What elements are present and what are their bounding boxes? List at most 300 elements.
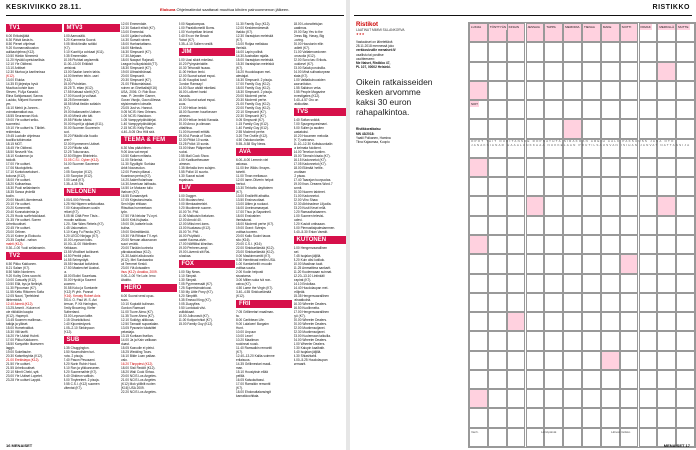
program-item: 3.20 The Orville (K12). bbox=[236, 134, 269, 138]
grid-cell[interactable] bbox=[488, 216, 507, 235]
grid-cell[interactable] bbox=[507, 81, 526, 100]
grid-cell[interactable] bbox=[507, 274, 526, 293]
program-item: 22.20 Päivän sää. bbox=[63, 146, 90, 150]
program-item: 0.30 Hambinaal mellin USA. bbox=[236, 258, 276, 262]
program-item: mahti (K12). bbox=[6, 242, 24, 246]
grid-cell[interactable] bbox=[639, 42, 658, 61]
grid-cell[interactable] bbox=[657, 216, 676, 235]
program-item: 1.05 Vampyyripäiväkirjat. bbox=[121, 118, 157, 122]
grid-cell[interactable] bbox=[639, 293, 658, 312]
grid-cell[interactable] bbox=[582, 408, 601, 427]
grid-cell[interactable] bbox=[582, 62, 601, 81]
grid-cell[interactable] bbox=[657, 81, 676, 100]
grid-cell[interactable] bbox=[639, 100, 658, 119]
grid-cell[interactable] bbox=[639, 312, 658, 331]
grid-cell[interactable] bbox=[544, 81, 563, 100]
grid-cell[interactable] bbox=[507, 42, 526, 61]
grid-cell[interactable] bbox=[620, 100, 639, 119]
grid-cell[interactable] bbox=[639, 408, 658, 427]
grid-cell[interactable] bbox=[601, 119, 620, 138]
program-item: työ (K7). bbox=[293, 314, 306, 318]
grid-cell[interactable] bbox=[488, 370, 507, 389]
program-item: 11.00 Tuore Alma (K7). bbox=[121, 310, 154, 314]
grid-cell[interactable] bbox=[676, 119, 695, 138]
channel-header: MTV3 bbox=[64, 24, 120, 32]
grid-cell[interactable] bbox=[563, 254, 582, 273]
listing-column bbox=[6, 22, 62, 434]
grid-cell[interactable] bbox=[657, 196, 676, 215]
grid-cell[interactable] bbox=[526, 62, 545, 81]
grid-cell[interactable] bbox=[507, 177, 526, 196]
grid-cell[interactable] bbox=[488, 389, 507, 408]
grid-cell[interactable] bbox=[601, 42, 620, 61]
grid-cell[interactable] bbox=[526, 331, 545, 350]
program-item: 4.50 Lame the Virgin (K7). bbox=[236, 286, 274, 290]
program-item: 21.00 NCIS Los Angeles bbox=[121, 378, 156, 382]
grid-cell[interactable] bbox=[601, 196, 620, 215]
grid-cell[interactable] bbox=[507, 119, 526, 138]
grid-cell[interactable] bbox=[544, 370, 563, 389]
program-item: 19.10 Yle uutiset ts. Täbilet- bbox=[6, 126, 46, 130]
grid-cell[interactable] bbox=[639, 177, 658, 196]
program-item: oil Teenmei Keskii. bbox=[121, 262, 148, 266]
program-item: 11.00 Ihe Wilds: Ihraym- bbox=[236, 166, 271, 170]
grid-cell[interactable] bbox=[526, 216, 545, 235]
grid-cell[interactable] bbox=[639, 428, 658, 447]
grid-cell[interactable] bbox=[507, 428, 526, 447]
grid-cell[interactable] bbox=[544, 196, 563, 215]
grid-cell[interactable] bbox=[469, 370, 488, 389]
grid-cell[interactable] bbox=[526, 370, 545, 389]
grid-cell[interactable] bbox=[469, 408, 488, 427]
grid-cell[interactable] bbox=[657, 293, 676, 312]
program-item: 20.00 Houstonin ellin bbox=[293, 42, 324, 46]
grid-cell[interactable] bbox=[526, 274, 545, 293]
grid-cell[interactable] bbox=[526, 100, 545, 119]
grid-cell[interactable] bbox=[601, 408, 620, 427]
program-item: 14.00 Iteehen tekin -usei bbox=[63, 74, 99, 78]
program-item: 1.00 Kamlarheliit: muodin bbox=[236, 262, 272, 266]
grid-cell[interactable] bbox=[620, 42, 639, 61]
grid-cell[interactable] bbox=[582, 216, 601, 235]
grid-cell[interactable] bbox=[563, 370, 582, 389]
grid-cell[interactable] bbox=[488, 428, 507, 447]
grid-cell[interactable] bbox=[526, 158, 545, 177]
grid-cell[interactable] bbox=[488, 42, 507, 61]
program-item: 18.00 Kirit-Kujtaala. bbox=[121, 218, 149, 222]
grid-cell[interactable] bbox=[582, 158, 601, 177]
grid-cell[interactable] bbox=[601, 331, 620, 350]
grid-cell[interactable] bbox=[526, 196, 545, 215]
grid-cell[interactable] bbox=[639, 81, 658, 100]
grid-cell[interactable] bbox=[544, 42, 563, 61]
grid-cell[interactable] bbox=[469, 293, 488, 312]
grid-cell[interactable] bbox=[582, 177, 601, 196]
grid-cell[interactable] bbox=[620, 408, 639, 427]
grid-cell[interactable] bbox=[507, 370, 526, 389]
grid-cell[interactable] bbox=[544, 331, 563, 350]
grid-cell[interactable] bbox=[544, 62, 563, 81]
grid-cell[interactable] bbox=[639, 389, 658, 408]
grid-cell[interactable] bbox=[639, 235, 658, 254]
grid-cell[interactable] bbox=[488, 274, 507, 293]
grid-cell[interactable] bbox=[676, 216, 695, 235]
program-item: 22.30 Abbinadece Liljuolla. bbox=[293, 202, 332, 206]
program-item: 6.50 Pikku Kakkonen. bbox=[6, 262, 37, 266]
program-item: 11.55 Kettu Riitoreen Sofia bbox=[6, 290, 44, 294]
grid-cell[interactable] bbox=[620, 177, 639, 196]
grid-cell[interactable] bbox=[526, 42, 545, 61]
grid-cell[interactable] bbox=[582, 370, 601, 389]
right-page bbox=[350, 0, 696, 450]
grid-cell[interactable] bbox=[582, 119, 601, 138]
program-item: (K 7) sekvarvo. bbox=[293, 138, 315, 142]
grid-cell[interactable] bbox=[544, 235, 563, 254]
grid-cell[interactable] bbox=[582, 254, 601, 273]
program-item: 16.50 Kuollinneita. bbox=[293, 306, 320, 310]
grid-cell[interactable] bbox=[620, 351, 639, 370]
grid-cell[interactable] bbox=[563, 428, 582, 447]
grid-cell[interactable] bbox=[620, 158, 639, 177]
grid-cell[interactable] bbox=[657, 331, 676, 350]
grid-cell[interactable] bbox=[676, 235, 695, 254]
crossword-grid[interactable] bbox=[468, 22, 696, 448]
grid-cell[interactable] bbox=[544, 177, 563, 196]
grid-cell[interactable] bbox=[620, 331, 639, 350]
program-item: viitentat (K7). bbox=[63, 386, 83, 390]
grid-cell[interactable] bbox=[676, 293, 695, 312]
grid-cell[interactable] bbox=[507, 216, 526, 235]
grid-cell[interactable] bbox=[469, 158, 488, 177]
grid-cell[interactable] bbox=[563, 119, 582, 138]
grid-cell[interactable] bbox=[639, 331, 658, 350]
grid-cell[interactable] bbox=[544, 408, 563, 427]
program-item: 23.20 Kusit Kesei rellä. bbox=[293, 206, 327, 210]
program-item: 7.25 Supertsimakriuosi. bbox=[178, 286, 212, 290]
grid-cell[interactable] bbox=[620, 62, 639, 81]
grid-cell[interactable] bbox=[488, 351, 507, 370]
grid-cell[interactable] bbox=[676, 177, 695, 196]
grid-cell[interactable] bbox=[657, 254, 676, 273]
grid-cell[interactable] bbox=[563, 331, 582, 350]
grid-cell[interactable] bbox=[469, 274, 488, 293]
grid-cell[interactable] bbox=[544, 158, 563, 177]
grid-cell[interactable] bbox=[488, 196, 507, 215]
grid-cell[interactable] bbox=[526, 408, 545, 427]
grid-cell[interactable] bbox=[657, 312, 676, 331]
program-item: 2.35 Mehalla Inen sulajen. bbox=[178, 166, 216, 170]
program-item: tulaskaa. bbox=[178, 254, 192, 258]
grid-cell[interactable] bbox=[563, 351, 582, 370]
grid-cell[interactable] bbox=[563, 177, 582, 196]
grid-cell[interactable] bbox=[488, 158, 507, 177]
grid-cell[interactable] bbox=[563, 62, 582, 81]
grid-cell[interactable] bbox=[582, 312, 601, 331]
program-item: 2.55 People Magazine bbox=[293, 90, 326, 94]
grid-cell[interactable] bbox=[526, 312, 545, 331]
grid-cell[interactable] bbox=[639, 119, 658, 138]
grid-cell[interactable] bbox=[676, 312, 695, 331]
grid-cell[interactable] bbox=[639, 370, 658, 389]
grid-cell[interactable] bbox=[601, 216, 620, 235]
grid-cell[interactable] bbox=[601, 274, 620, 293]
program-item: 24.00 Wheeler Dealers. bbox=[293, 338, 327, 342]
grid-cell[interactable] bbox=[601, 100, 620, 119]
grid-cell[interactable] bbox=[601, 158, 620, 177]
grid-cell[interactable] bbox=[639, 274, 658, 293]
grid-cell[interactable] bbox=[601, 389, 620, 408]
grid-cell[interactable] bbox=[601, 235, 620, 254]
grid-cell[interactable] bbox=[488, 81, 507, 100]
grid-cell[interactable] bbox=[488, 293, 507, 312]
grid-cell[interactable] bbox=[639, 216, 658, 235]
grid-cell[interactable] bbox=[563, 42, 582, 61]
program-item: 4.30 Shiashtahil. bbox=[293, 354, 318, 358]
grid-cell[interactable] bbox=[676, 351, 695, 370]
grid-cell[interactable] bbox=[676, 389, 695, 408]
grid-cell[interactable] bbox=[488, 100, 507, 119]
grid-cell[interactable] bbox=[676, 370, 695, 389]
grid-cell[interactable] bbox=[676, 62, 695, 81]
program-item: 9.00 Napakompas. bbox=[178, 22, 206, 26]
grid-cell[interactable] bbox=[488, 331, 507, 350]
grid-cell[interactable] bbox=[469, 331, 488, 350]
program-item: 11.00–13.00 Erikkisit bbox=[63, 62, 93, 66]
program-item: 15.10 Housiyksin ellää bbox=[236, 370, 268, 374]
grid-cell[interactable] bbox=[544, 254, 563, 273]
grid-cell[interactable] bbox=[488, 235, 507, 254]
grid-cell[interactable] bbox=[639, 254, 658, 273]
program-item: (K7). bbox=[236, 66, 243, 70]
grid-cell[interactable] bbox=[620, 196, 639, 215]
grid-cell[interactable] bbox=[676, 196, 695, 215]
grid-cell[interactable] bbox=[657, 408, 676, 427]
grid-cell[interactable] bbox=[488, 408, 507, 427]
grid-cell[interactable] bbox=[620, 389, 639, 408]
grid-cell[interactable] bbox=[544, 100, 563, 119]
grid-cell[interactable] bbox=[507, 62, 526, 81]
grid-cell[interactable] bbox=[563, 235, 582, 254]
grid-cell[interactable] bbox=[620, 312, 639, 331]
program-item: 21.00 Family Guy (K12). bbox=[236, 102, 271, 106]
grid-cell[interactable] bbox=[488, 177, 507, 196]
grid-cell[interactable] bbox=[657, 389, 676, 408]
program-item: 17.05 Kirjastonuimala. bbox=[121, 198, 153, 202]
program-item: voittaa suuria. bbox=[236, 266, 256, 270]
grid-cell[interactable] bbox=[657, 274, 676, 293]
grid-cell[interactable] bbox=[676, 331, 695, 350]
program-item: 11.25 Ammattima sankarit. bbox=[293, 266, 331, 270]
program-item: vaatimus. bbox=[293, 26, 308, 30]
grid-cell[interactable] bbox=[582, 389, 601, 408]
grid-cell[interactable] bbox=[469, 196, 488, 215]
grid-cell[interactable] bbox=[601, 81, 620, 100]
grid-cell[interactable] bbox=[582, 196, 601, 215]
grid-cell[interactable] bbox=[620, 293, 639, 312]
grid-cell[interactable] bbox=[526, 235, 545, 254]
grid-cell[interactable] bbox=[544, 312, 563, 331]
program-item: nota. 2 pisoja. bbox=[63, 354, 84, 358]
grid-cell[interactable] bbox=[469, 216, 488, 235]
grid-cell[interactable] bbox=[601, 351, 620, 370]
grid-cell[interactable] bbox=[526, 254, 545, 273]
program-item: 11.30 Pipooman (K7). bbox=[6, 286, 37, 290]
grid-cell[interactable] bbox=[601, 62, 620, 81]
grid-cell[interactable] bbox=[507, 100, 526, 119]
grid-cell[interactable] bbox=[507, 389, 526, 408]
grid-cell[interactable] bbox=[469, 351, 488, 370]
program-item: laggir. bbox=[6, 346, 15, 350]
grid-cell[interactable] bbox=[507, 158, 526, 177]
grid-cell[interactable] bbox=[469, 81, 488, 100]
grid-cell[interactable] bbox=[601, 370, 620, 389]
grid-cell[interactable] bbox=[582, 100, 601, 119]
grid-cell[interactable] bbox=[657, 158, 676, 177]
grid-cell[interactable] bbox=[544, 293, 563, 312]
grid-cell[interactable] bbox=[507, 331, 526, 350]
grid-cell[interactable] bbox=[526, 119, 545, 138]
program-item: 6.00–6.00 Lemmin viel bbox=[236, 158, 269, 162]
grid-cell[interactable] bbox=[563, 312, 582, 331]
grid-cell[interactable] bbox=[507, 408, 526, 427]
grid-cell[interactable] bbox=[601, 177, 620, 196]
grid-cell[interactable] bbox=[469, 42, 488, 61]
program-item: suomen. bbox=[63, 282, 76, 286]
grid-cell[interactable] bbox=[563, 196, 582, 215]
grid-cell[interactable] bbox=[526, 177, 545, 196]
grid-cell[interactable] bbox=[488, 312, 507, 331]
grid-cell[interactable] bbox=[676, 158, 695, 177]
grid-cell[interactable] bbox=[563, 389, 582, 408]
grid-cell[interactable] bbox=[544, 389, 563, 408]
grid-cell[interactable] bbox=[563, 293, 582, 312]
program-item: Arkit Nouseudun. bbox=[121, 166, 146, 170]
grid-cell[interactable] bbox=[469, 254, 488, 273]
grid-cell[interactable] bbox=[544, 274, 563, 293]
grid-cell[interactable] bbox=[563, 81, 582, 100]
grid-cell[interactable] bbox=[469, 177, 488, 196]
grid-cell[interactable] bbox=[469, 389, 488, 408]
grid-cell[interactable] bbox=[507, 254, 526, 273]
grid-cell[interactable] bbox=[563, 216, 582, 235]
program-item: 16.10 Bilde Loan paikan. bbox=[121, 354, 157, 358]
grid-cell[interactable] bbox=[582, 42, 601, 61]
grid-cell[interactable] bbox=[657, 62, 676, 81]
grid-cell[interactable] bbox=[676, 100, 695, 119]
clue-label: LUKIJA bbox=[471, 25, 482, 29]
grid-cell[interactable] bbox=[676, 42, 695, 61]
program-item: 18.15 MOT. bbox=[6, 142, 23, 146]
grid-cell[interactable] bbox=[526, 293, 545, 312]
grid-cell[interactable] bbox=[488, 254, 507, 273]
grid-cell[interactable] bbox=[563, 100, 582, 119]
grid-cell[interactable] bbox=[507, 196, 526, 215]
grid-cell[interactable] bbox=[657, 235, 676, 254]
grid-cell[interactable] bbox=[601, 254, 620, 273]
grid-cell[interactable] bbox=[582, 331, 601, 350]
grid-cell[interactable] bbox=[563, 274, 582, 293]
grid-cell[interactable] bbox=[657, 370, 676, 389]
grid-cell[interactable] bbox=[507, 351, 526, 370]
program-item: 15.25 Tl- ettan (K12). bbox=[63, 86, 94, 90]
grid-cell[interactable] bbox=[620, 370, 639, 389]
grid-cell[interactable] bbox=[507, 312, 526, 331]
grid-cell[interactable] bbox=[582, 428, 601, 447]
grid-cell[interactable] bbox=[620, 254, 639, 273]
program-item: ja kelmata fuicikent. bbox=[293, 146, 322, 150]
grid-cell[interactable] bbox=[601, 312, 620, 331]
grid-cell[interactable] bbox=[469, 62, 488, 81]
grid-cell[interactable] bbox=[639, 158, 658, 177]
program-item: 17.30 Aiejaam. bbox=[121, 54, 143, 58]
program-item: 0.05 Simpsonit (K7). bbox=[236, 118, 265, 122]
program-item: 19.55 Päivän käntsi. bbox=[63, 118, 93, 122]
ristikot-logo: Ristikot bbox=[356, 22, 379, 28]
grid-cell[interactable] bbox=[620, 81, 639, 100]
program-item: 10.00 Lepovan lukis. bbox=[63, 238, 93, 242]
grid-cell[interactable] bbox=[676, 408, 695, 427]
grid-cell[interactable] bbox=[469, 312, 488, 331]
grid-cell[interactable] bbox=[601, 293, 620, 312]
program-item: 1.00 Suomen televisi- bbox=[293, 214, 325, 218]
channel-header: FRII bbox=[236, 300, 292, 308]
program-item: 8.50 Pienet ohjelmat bbox=[6, 42, 36, 46]
grid-cell[interactable] bbox=[620, 119, 639, 138]
grid-cell[interactable] bbox=[563, 408, 582, 427]
grid-cell[interactable] bbox=[544, 216, 563, 235]
grid-cell[interactable] bbox=[676, 274, 695, 293]
grid-cell[interactable] bbox=[657, 42, 676, 61]
grid-cell[interactable] bbox=[488, 119, 507, 138]
grid-cell[interactable] bbox=[620, 274, 639, 293]
grid-cell[interactable] bbox=[507, 293, 526, 312]
program-item: 8.20 Nurin Rubin Hood. bbox=[63, 362, 97, 366]
grid-cell[interactable] bbox=[657, 119, 676, 138]
grid-cell[interactable] bbox=[657, 100, 676, 119]
grid-cell[interactable] bbox=[582, 81, 601, 100]
program-item: 12.30 Varasipian meleiskä bbox=[236, 34, 274, 38]
grid-cell[interactable] bbox=[639, 196, 658, 215]
program-item: 16.00 Unelmamasepat. bbox=[236, 206, 269, 210]
grid-cell[interactable] bbox=[657, 351, 676, 370]
grid-cell[interactable] bbox=[639, 351, 658, 370]
grid-cell[interactable] bbox=[620, 216, 639, 235]
grid-cell[interactable] bbox=[507, 235, 526, 254]
grid-cell[interactable] bbox=[526, 389, 545, 408]
grid-cell[interactable] bbox=[469, 235, 488, 254]
grid-cell[interactable] bbox=[582, 274, 601, 293]
grid-cell[interactable] bbox=[563, 158, 582, 177]
grid-cell[interactable] bbox=[657, 177, 676, 196]
program-item: 10.00 Leoe! bbox=[236, 334, 253, 338]
grid-cell[interactable] bbox=[582, 293, 601, 312]
grid-cell[interactable] bbox=[639, 62, 658, 81]
grid-cell[interactable] bbox=[676, 81, 695, 100]
grid-cell[interactable] bbox=[582, 235, 601, 254]
grid-cell[interactable] bbox=[526, 351, 545, 370]
program-item: erilaisuus. bbox=[236, 358, 251, 362]
grid-cell[interactable] bbox=[544, 351, 563, 370]
grid-cell[interactable] bbox=[526, 81, 545, 100]
grid-cell[interactable] bbox=[544, 119, 563, 138]
program-item: 16.00 Puiyliistö - bbox=[178, 234, 202, 238]
program-item: 21.00 Valtatenoedonen bbox=[293, 50, 327, 54]
grid-cell[interactable] bbox=[488, 62, 507, 81]
grid-cell[interactable] bbox=[582, 351, 601, 370]
grid-cell[interactable] bbox=[620, 235, 639, 254]
grid-cell[interactable] bbox=[469, 119, 488, 138]
grid-cell[interactable] bbox=[676, 254, 695, 273]
